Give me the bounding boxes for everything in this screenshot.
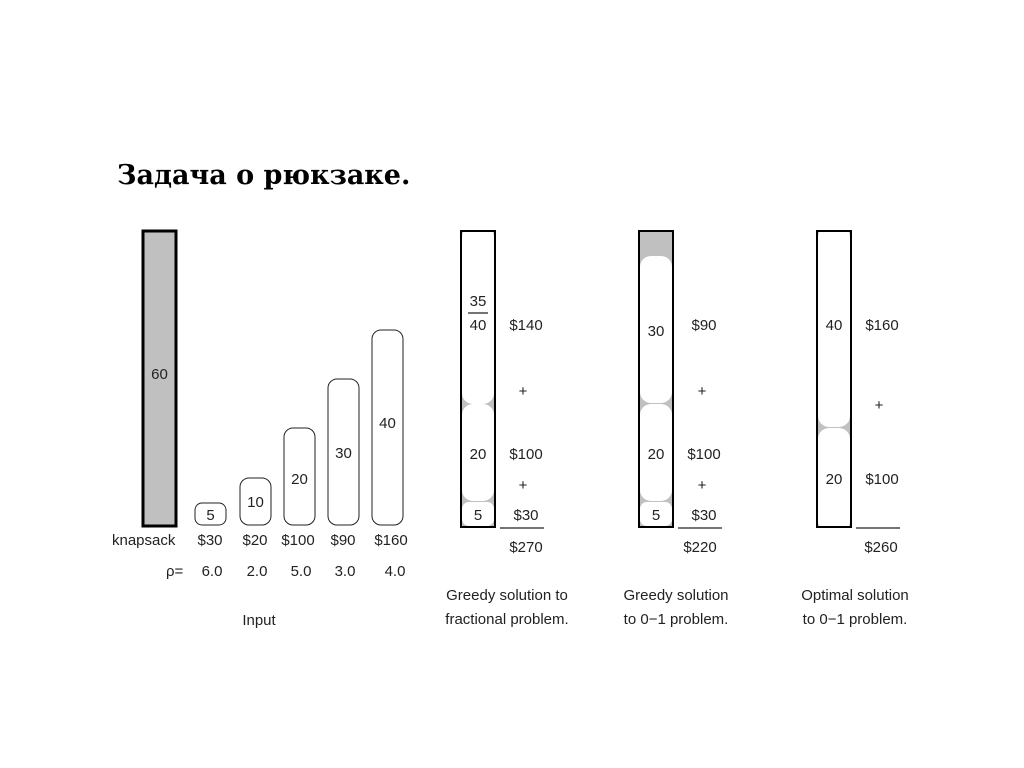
input-item-4-weight: 30 (335, 445, 352, 462)
solution-a-fraction-numerator: 35 (469, 293, 487, 310)
solution-a-total: $270 (509, 539, 543, 556)
solution-a-fraction-denominator: 40 (469, 317, 487, 334)
solution-b-item-30-weight: 30 (647, 323, 665, 340)
knapsack-label: knapsack (112, 532, 176, 549)
input-item-5-rho: 4.0 (384, 563, 406, 580)
solution-c-total: $260 (864, 539, 898, 556)
solution-a-value-2: $100 (509, 446, 543, 463)
solution-b-value-1: $90 (691, 317, 717, 334)
solution-b-value-3: $30 (691, 507, 717, 524)
input-item-1-weight: 5 (206, 507, 215, 524)
input-item-1-value: $30 (197, 532, 223, 549)
input-item-3-rho: 5.0 (290, 563, 312, 580)
solution-b-total: $220 (683, 539, 717, 556)
solution-c-item-40-weight: 40 (825, 317, 843, 334)
solution-a-caption-line1: Greedy solution to (446, 587, 568, 604)
input-caption: Input (242, 612, 276, 629)
solution-a-item-fraction (462, 226, 494, 404)
knapsack-capacity: 60 (151, 366, 168, 383)
input-item-1-rho: 6.0 (201, 563, 223, 580)
solution-a-caption-line2: fractional problem. (445, 611, 569, 628)
input-item-2-value: $20 (242, 532, 268, 549)
solution-greedy-01 (623, 230, 728, 628)
solution-a-plus-2: + (518, 477, 528, 494)
solution-c-caption-line1: Optimal solution (801, 587, 909, 604)
input-item-4-rho: 3.0 (334, 563, 356, 580)
solution-a-plus-1: + (518, 383, 528, 400)
solution-b-plus-1: + (697, 383, 707, 400)
solution-c-plus-1: + (874, 397, 884, 414)
solution-b-plus-2: + (697, 477, 707, 494)
input-group (112, 231, 408, 629)
rho-label: ρ= (166, 563, 184, 580)
solution-c-item-20-weight: 20 (825, 471, 843, 488)
slide-title: Задача о рюкзаке. (117, 160, 411, 191)
solution-a-item-20-weight: 20 (469, 446, 487, 463)
solution-b-caption-line1: Greedy solution (623, 587, 729, 604)
solution-c-value-2: $100 (865, 471, 899, 488)
solution-c-value-1: $160 (865, 317, 899, 334)
solution-b-item-20-weight: 20 (647, 446, 665, 463)
input-item-3-weight: 20 (291, 471, 308, 488)
input-item-4-value: $90 (330, 532, 356, 549)
input-item-2-weight: 10 (247, 494, 264, 511)
input-item-2-rho: 2.0 (246, 563, 268, 580)
solution-b-value-2: $100 (687, 446, 721, 463)
solution-a-item-5-weight: 5 (473, 507, 483, 524)
input-item-3-value: $100 (281, 532, 315, 549)
solution-optimal-01 (801, 226, 909, 628)
input-item-5-weight: 40 (379, 415, 396, 432)
solution-fractional-greedy (445, 226, 568, 628)
solution-a-value-3: $30 (513, 507, 539, 524)
solution-a-value-1: $140 (509, 317, 543, 334)
solution-c-caption-line2: to 0−1 problem. (802, 611, 908, 628)
solution-b-item-5-weight: 5 (651, 507, 661, 524)
input-item-5-value: $160 (374, 532, 408, 549)
solution-b-caption-line2: to 0−1 problem. (623, 611, 729, 628)
